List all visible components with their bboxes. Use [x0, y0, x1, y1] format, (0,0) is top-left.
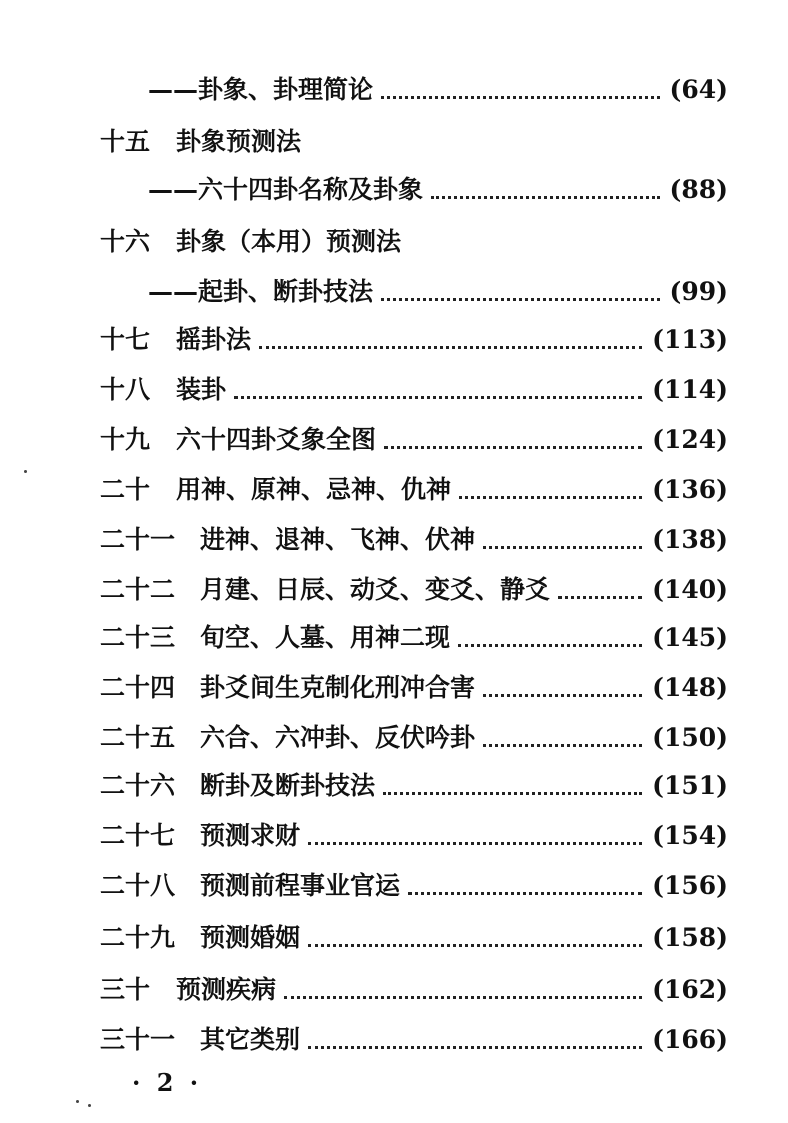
toc-entry	[100, 124, 728, 160]
entry-title: 月建、日辰、动爻、变爻、静爻	[200, 575, 551, 604]
page-number: · 2 ·	[132, 1068, 203, 1097]
entry-page: (145)	[652, 623, 728, 652]
entry-number: 十八	[100, 375, 151, 404]
entry-title: 卦爻间生克制化刑冲合害	[200, 673, 476, 702]
entry-number: 十五	[100, 127, 151, 156]
dot-leader	[459, 494, 642, 499]
scan-speck	[24, 470, 27, 473]
entry-page: (64)	[669, 75, 728, 104]
entry-page: (156)	[652, 871, 728, 900]
dot-leader	[381, 94, 660, 99]
entry-page: (114)	[652, 375, 728, 404]
entry-page: (140)	[652, 575, 728, 604]
entry-title: 断卦及断卦技法	[200, 771, 376, 800]
entry-number: 十九	[100, 425, 151, 454]
scan-speck	[88, 1104, 91, 1107]
toc-entry	[100, 224, 728, 260]
entry-number: 三十一	[100, 1025, 176, 1054]
dot-leader	[458, 642, 642, 647]
entry-page: (151)	[652, 771, 728, 800]
entry-page: (162)	[652, 975, 728, 1004]
toc-entry	[100, 972, 728, 1008]
toc-entry	[100, 372, 728, 408]
entry-page: (88)	[669, 175, 728, 204]
entry-number: 二十五	[100, 723, 176, 752]
entry-page: (158)	[652, 923, 728, 952]
entry-page: (148)	[652, 673, 728, 702]
entry-title: 卦象（本用）预测法	[176, 227, 402, 256]
entry-number: 二十九	[100, 923, 176, 952]
scan-speck	[76, 1100, 79, 1103]
entry-page: (154)	[652, 821, 728, 850]
entry-number: 二十二	[100, 575, 176, 604]
entry-page: (150)	[652, 723, 728, 752]
entry-title: 装卦	[176, 375, 227, 404]
toc-entry	[100, 720, 728, 756]
dot-leader	[384, 444, 642, 449]
toc-entry	[100, 1022, 728, 1058]
entry-page: (166)	[652, 1025, 728, 1054]
dot-leader	[284, 994, 642, 999]
toc-entry	[100, 620, 728, 656]
dot-leader	[431, 194, 660, 199]
entry-page: (99)	[669, 277, 728, 306]
dot-leader	[383, 790, 642, 795]
entry-title: 预测前程事业官运	[200, 871, 401, 900]
entry-page: (113)	[652, 325, 728, 354]
toc-entry	[100, 920, 728, 956]
entry-title: 旬空、人墓、用神二现	[200, 623, 451, 652]
entry-title: 预测婚姻	[200, 923, 301, 952]
dot-leader	[381, 296, 660, 301]
toc-entry	[100, 572, 728, 608]
dot-leader	[234, 394, 642, 399]
entry-number: 二十六	[100, 771, 176, 800]
entry-page: (138)	[652, 525, 728, 554]
entry-number: 二十一	[100, 525, 176, 554]
toc-entry	[100, 768, 728, 804]
entry-title: ——卦象、卦理简论	[148, 75, 374, 104]
toc-entry	[100, 670, 728, 706]
entry-title: 进神、退神、飞神、伏神	[200, 525, 476, 554]
toc-entry	[100, 274, 728, 310]
toc-entry	[100, 818, 728, 854]
entry-page: (124)	[652, 425, 728, 454]
dot-leader	[483, 544, 642, 549]
dot-leader	[483, 742, 642, 747]
dot-leader	[259, 344, 642, 349]
entry-number: 二十	[100, 475, 151, 504]
toc-entry	[100, 868, 728, 904]
entry-number: 二十七	[100, 821, 176, 850]
toc-entry	[100, 422, 728, 458]
entry-title: 摇卦法	[176, 325, 252, 354]
toc-entry	[100, 472, 728, 508]
dot-leader	[308, 1044, 642, 1049]
entry-page: (136)	[652, 475, 728, 504]
toc-entry	[100, 172, 728, 208]
dot-leader	[483, 692, 642, 697]
dot-leader	[408, 890, 642, 895]
entry-number: 二十八	[100, 871, 176, 900]
dot-leader	[558, 594, 642, 599]
entry-number: 二十四	[100, 673, 176, 702]
entry-title: 其它类别	[200, 1025, 301, 1054]
entry-title: ——六十四卦名称及卦象	[148, 175, 424, 204]
entry-number: 二十三	[100, 623, 176, 652]
entry-title: 预测疾病	[176, 975, 277, 1004]
entry-number: 十七	[100, 325, 151, 354]
entry-number: 十六	[100, 227, 151, 256]
toc-entry	[100, 72, 728, 108]
entry-title: ——起卦、断卦技法	[148, 277, 374, 306]
entry-title: 卦象预测法	[176, 127, 302, 156]
entry-title: 用神、原神、忌神、仇神	[176, 475, 452, 504]
dot-leader	[308, 942, 642, 947]
entry-number: 三十	[100, 975, 151, 1004]
dot-leader	[308, 840, 642, 845]
entry-title: 六十四卦爻象全图	[176, 425, 377, 454]
entry-title: 预测求财	[200, 821, 301, 850]
toc-entry	[100, 522, 728, 558]
toc-entry	[100, 322, 728, 358]
entry-title: 六合、六冲卦、反伏吟卦	[200, 723, 476, 752]
